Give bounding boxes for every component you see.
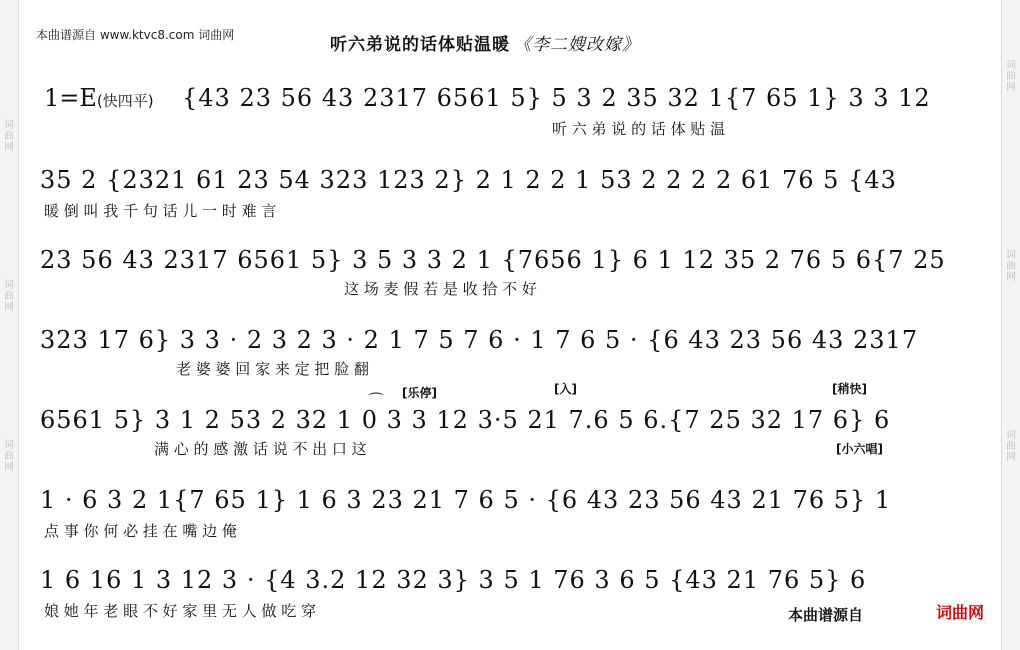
score-row-5: 6561 5} 3 1 2 53 2 32 1 0 3 3 12 3·5 21 7.6 5 6.{7 25 32 17 6} 6 [40, 406, 891, 434]
tempo-marking: (快四平) [96, 92, 154, 110]
lyrics-row-5: 满 心 的 感 激 话 说 不 出 口 这 [154, 440, 367, 458]
watermark-right-1: 词曲网 [1006, 60, 1016, 93]
score-row-2: 35 2 {2321 61 23 54 323 123 2} 2 1 2 2 1 53 2 2 2 2 61 76 5 {43 [40, 166, 897, 194]
title-main: 听六弟说的话体贴温暖 [330, 35, 510, 55]
score-row-4: 323 17 6} 3 3 · 2 3 2 3 · 2 1 7 5 7 6 · 1 7 6 5 · {6 43 23 56 43 2317 [40, 326, 919, 354]
watermark-left-2: 词曲网 [4, 280, 14, 313]
watermark-right-3: 词曲网 [1006, 430, 1016, 463]
site-logo[interactable]: 词曲网 [936, 603, 985, 622]
score-row-6: 1 · 6 3 2 1{7 65 1} 1 6 3 23 21 7 6 5 · {6 43 23 56 43 21 76 5} 1 [40, 486, 892, 514]
watermark-left-3: 词曲网 [4, 440, 14, 473]
source-header: 本曲谱源自 www.ktvc8.com 词曲网 [36, 28, 235, 42]
mark-singer: [小六唱] [836, 442, 883, 456]
lyrics-row-6: 点 事 你 何 必 挂 在 嘴 边 俺 [44, 522, 237, 540]
watermark-left-1: 词曲网 [4, 120, 14, 153]
lyrics-row-4: 老 婆 婆 回 家 来 定 把 脸 翻 [176, 360, 369, 378]
score-row-3: 23 56 43 2317 6561 5} 3 5 3 3 2 1 {7656 1} 6 1 12 35 2 76 5 6{7 25 [40, 246, 946, 274]
lyrics-row-7: 娘 她 年 老 眼 不 好 家 里 无 人 做 吃 穿 [44, 602, 316, 620]
song-title [330, 30, 640, 55]
footer-source: 本曲谱源自 [788, 606, 864, 624]
left-margin-strip [0, 0, 19, 650]
fermata-icon: ⌒ [368, 391, 385, 410]
watermark-right-2: 词曲网 [1006, 250, 1016, 283]
key-value: 1=E [44, 84, 97, 112]
mark-faster: [稍快] [832, 382, 867, 396]
key-signature [44, 84, 154, 112]
mark-enter: [入] [554, 382, 577, 396]
score-row-1: {43 23 56 43 2317 6561 5} 5 3 2 35 32 1{7 65 1} 3 3 12 [182, 84, 931, 112]
lyrics-row-1: 听 六 弟 说 的 话 体 贴 温 [552, 120, 726, 138]
right-margin-strip [1001, 0, 1020, 650]
mark-pause: [乐停] [402, 386, 437, 400]
lyrics-row-3: 这 场 麦 假 若 是 收 拾 不 好 [344, 280, 537, 298]
score-row-7: 1 6 16 1 3 12 3 · {4 3.2 12 32 3} 3 5 1 76 3 6 5 {43 21 76 5} 6 [40, 566, 867, 594]
title-subtitle: 《李二嫂改嫁》 [514, 35, 640, 55]
lyrics-row-2: 暖 倒 叫 我 千 句 话 儿 一 时 难 言 [44, 202, 277, 220]
